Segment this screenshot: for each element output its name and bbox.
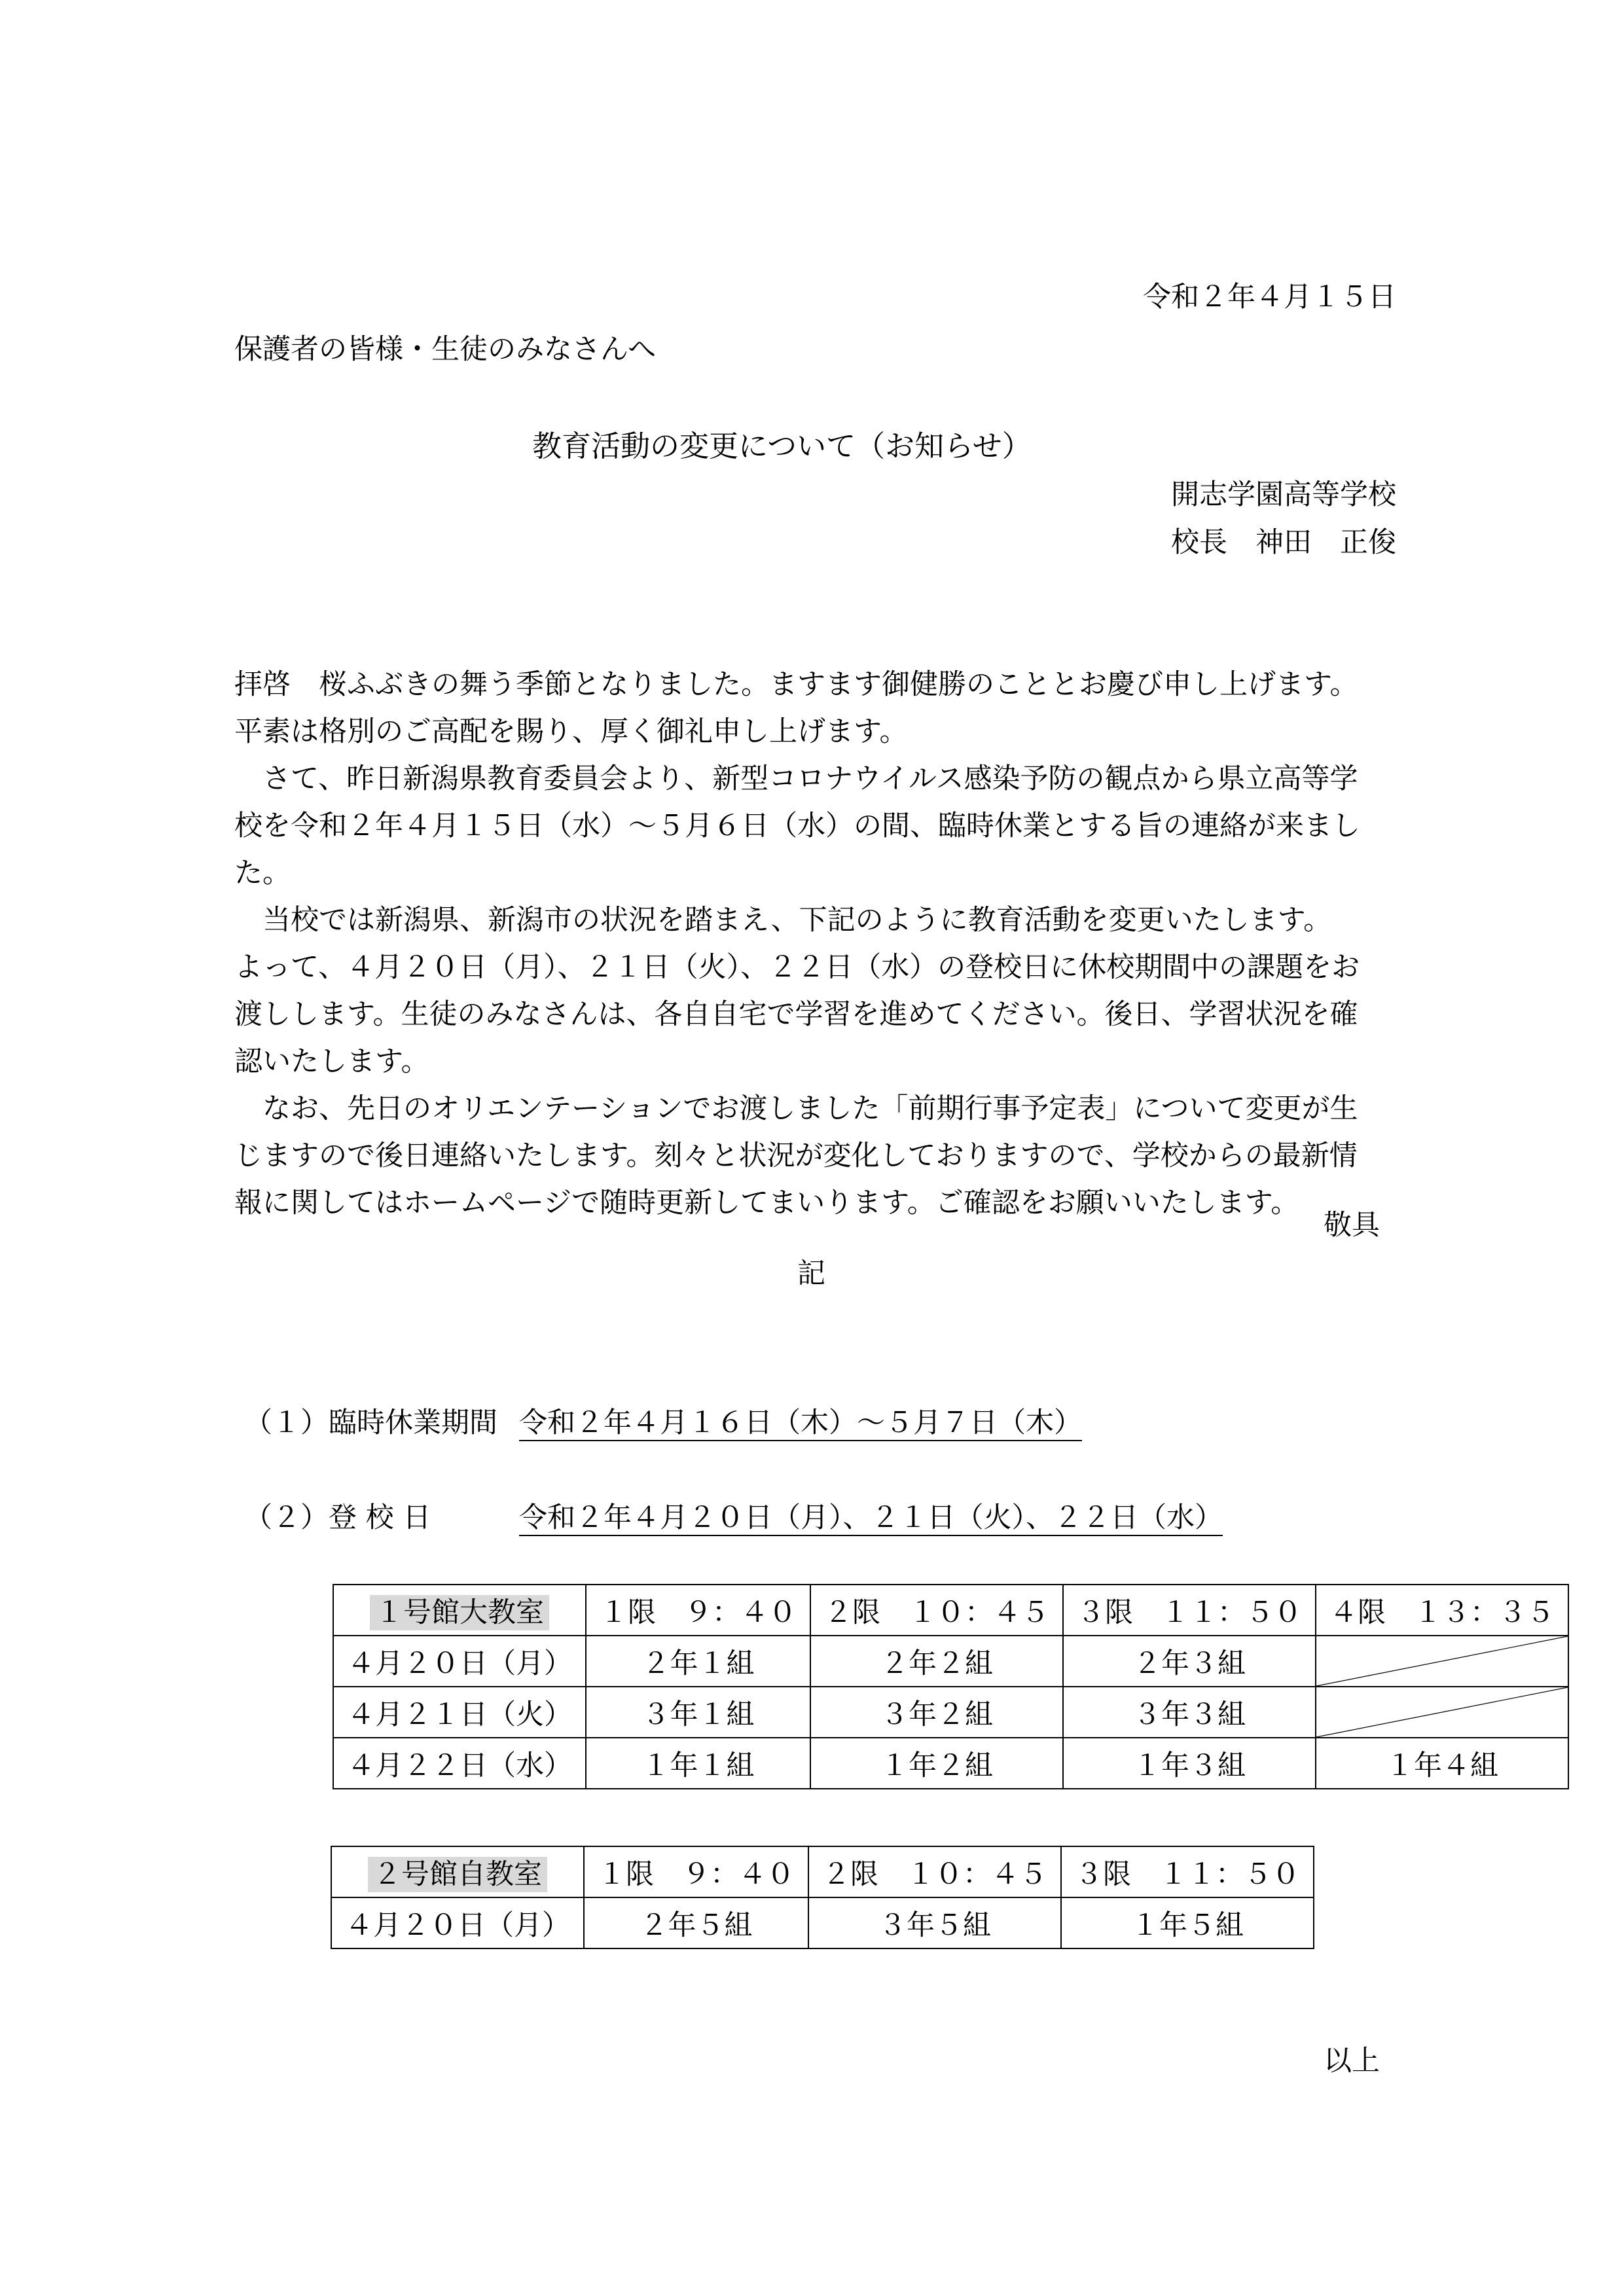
table-row <box>333 1738 1568 1789</box>
table-header-cell: ３限 １１：５０ <box>1063 1585 1316 1636</box>
schedule-table-building1 <box>333 1584 1569 1789</box>
principal-name: 校長 神田 正俊 <box>1171 526 1396 559</box>
table-cell: ３年３組 <box>1063 1687 1316 1738</box>
table-cell: ２年３組 <box>1063 1636 1316 1687</box>
table-header-cell: ２号館自教室 <box>331 1846 584 1897</box>
table-row <box>331 1897 1314 1948</box>
item-schoolday-label: （２）登 校 日 <box>244 1501 431 1534</box>
item-closure-label: （１）臨時休業期間 <box>244 1407 497 1439</box>
table-cell: １年５組 <box>1061 1897 1314 1948</box>
document-title: 教育活動の変更について（お知らせ） <box>532 429 1032 463</box>
body-paragraph: よって、４月２０日（月）、２１日（火）、２２日（水）の登校日に休校期間中の課題をお渡しします。生徒のみなさんは、各自自宅で学習を進めてください。後日、学習状況を確認いたします。 <box>234 951 1360 1078</box>
body-text <box>234 661 1381 1227</box>
table-header-cell: １限 ９：４０ <box>584 1846 808 1897</box>
table-row <box>333 1636 1568 1687</box>
table-header-cell: ２限 １０：４５ <box>810 1585 1063 1636</box>
body-paragraph: なお、先日のオリエンテーションでお渡しました「前期行事予定表」について変更が生じますので後日連絡いたします。刻々と状況が変化しておりますので、学校からの最新情報に関してはホームページで随時更新してまいります。ご確認をお願いいたします。 <box>234 1092 1358 1219</box>
table-header-row <box>333 1585 1568 1636</box>
body-paragraph: 当校では新潟県、新潟市の状況を踏まえ、下記のように教育活動を変更いたします。 <box>234 904 1332 937</box>
table-cell: １年４組 <box>1316 1738 1568 1789</box>
closing-ijou: 以上 <box>1324 2045 1380 2077</box>
table-header-cell: １号館大教室 <box>333 1585 586 1636</box>
table-cell: １年１組 <box>586 1738 810 1789</box>
ki-heading: 記 <box>797 1257 825 1290</box>
table-cell-empty-diagonal <box>1316 1687 1568 1738</box>
table-cell: ２年５組 <box>584 1897 808 1948</box>
table-cell-empty-diagonal <box>1316 1636 1568 1687</box>
table-cell: ４月２１日（火） <box>333 1687 586 1738</box>
closing-keigu: 敬具 <box>1324 1209 1380 1242</box>
table-cell: ４月２２日（水） <box>333 1738 586 1789</box>
body-paragraph: さて、昨日新潟県教育委員会より、新型コロナウイルス感染予防の観点から県立高等学校を令和２年４月１５日（水）～５月６日（水）の間、臨時休業とする旨の連絡が来ました。 <box>234 762 1360 889</box>
table-cell: １年２組 <box>810 1738 1063 1789</box>
table-header-cell: １限 ９：４０ <box>586 1585 810 1636</box>
table-header-row <box>331 1846 1314 1897</box>
table-cell: ４月２０日（月） <box>333 1636 586 1687</box>
item-closure-value: 令和２年４月１６日（木）～５月７日（木） <box>519 1407 1082 1439</box>
table-cell: ３年１組 <box>586 1687 810 1738</box>
table-row <box>333 1687 1568 1738</box>
body-paragraph: 拝啓 桜ふぶきの舞う季節となりました。ますます御健勝のこととお慶び申し上げます。平素は格別のご高配を賜り、厚く御礼申し上げます。 <box>234 668 1358 748</box>
table-header-cell: ３限 １１：５０ <box>1061 1846 1314 1897</box>
table-cell: ４月２０日（月） <box>331 1897 584 1948</box>
table-cell: ２年１組 <box>586 1636 810 1687</box>
table-cell: ３年２組 <box>810 1687 1063 1738</box>
school-name: 開志学園高等学校 <box>1171 478 1396 511</box>
schedule-table-building2 <box>331 1846 1314 1949</box>
table-cell: ３年５組 <box>808 1897 1061 1948</box>
item-schoolday-value: 令和２年４月２０日（月）、２１日（火）、２２日（水） <box>519 1501 1223 1534</box>
table-cell: １年３組 <box>1063 1738 1316 1789</box>
table-header-cell: ２限 １０：４５ <box>808 1846 1061 1897</box>
document-date: 令和２年４月１５日 <box>1143 281 1396 314</box>
table-header-cell: ４限 １３：３５ <box>1316 1585 1568 1636</box>
table-cell: ２年２組 <box>810 1636 1063 1687</box>
recipient: 保護者の皆様・生徒のみなさんへ <box>234 333 657 366</box>
